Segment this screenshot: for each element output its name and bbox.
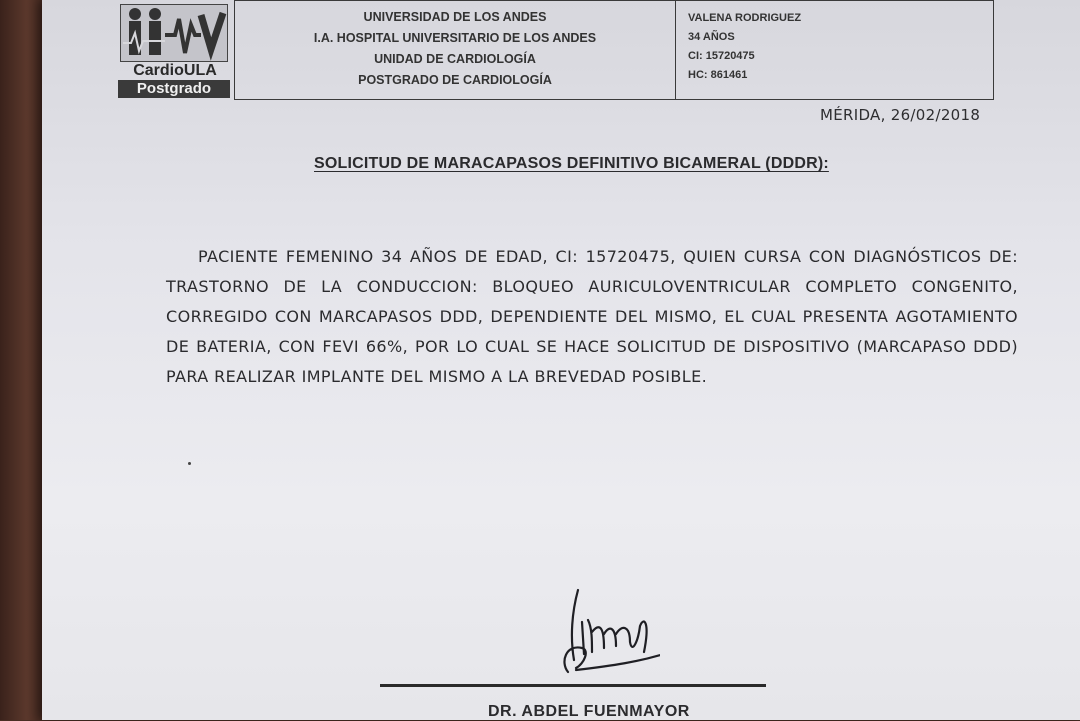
- logo-name: CardioULA: [133, 62, 217, 79]
- patient-info-box: [676, 0, 994, 100]
- institution-postgrad: POSTGRADO DE CARDIOLOGÍA: [358, 73, 552, 87]
- logo-figures-icon: [120, 4, 228, 62]
- document-page: [42, 0, 1080, 720]
- institution-box: [234, 0, 676, 100]
- stray-mark: [188, 462, 191, 465]
- document-body: PACIENTE FEMENINO 34 AÑOS DE EDAD, CI: 15720475, QUIEN CURSA CON DIAGNÓSTICOS DE: TRASTORNO DE LA CONDUCCION: BLOQUEO AURICULOVENTRICULAR COMPLETO CONGENITO, CORREGIDO CON MARCAPASOS DDD, DEPENDIENTE DEL MISMO, EL CUAL PRESENTA AGOTAMIENTO DE BATERIA, CON FEVI 66%, POR LO CUAL SE HACE SOLICITUD DE DISPOSITIVO (MARCAPASO DDD) PARA REALIZAR IMPLANTE DEL MISMO A LA BREVEDAD POSIBLE.: [166, 247, 1018, 386]
- patient-ci: CI: 15720475: [688, 50, 755, 62]
- institution-unit: UNIDAD DE CARDIOLOGÍA: [374, 52, 536, 66]
- document-title: SOLICITUD DE MARACAPASOS DEFINITIVO BICAMERAL (DDDR):: [314, 155, 829, 172]
- institution-university: UNIVERSIDAD DE LOS ANDES: [363, 10, 547, 24]
- logo-subtitle: Postgrado: [118, 80, 230, 98]
- letterhead: [114, 0, 1036, 100]
- patient-age: 34 AÑOS: [688, 31, 735, 43]
- signature-line: [380, 684, 766, 687]
- patient-hc: HC: 861461: [688, 69, 748, 81]
- handwritten-signature: [520, 582, 660, 677]
- patient-name: VALENA RODRIGUEZ: [688, 12, 802, 24]
- institution-hospital: I.A. HOSPITAL UNIVERSITARIO DE LOS ANDES: [313, 31, 597, 45]
- signatory-name: DR. ABDEL FUENMAYOR: [488, 703, 690, 720]
- place-date: MÉRIDA, 26/02/2018: [820, 106, 981, 124]
- cardioula-logo: [114, 0, 234, 100]
